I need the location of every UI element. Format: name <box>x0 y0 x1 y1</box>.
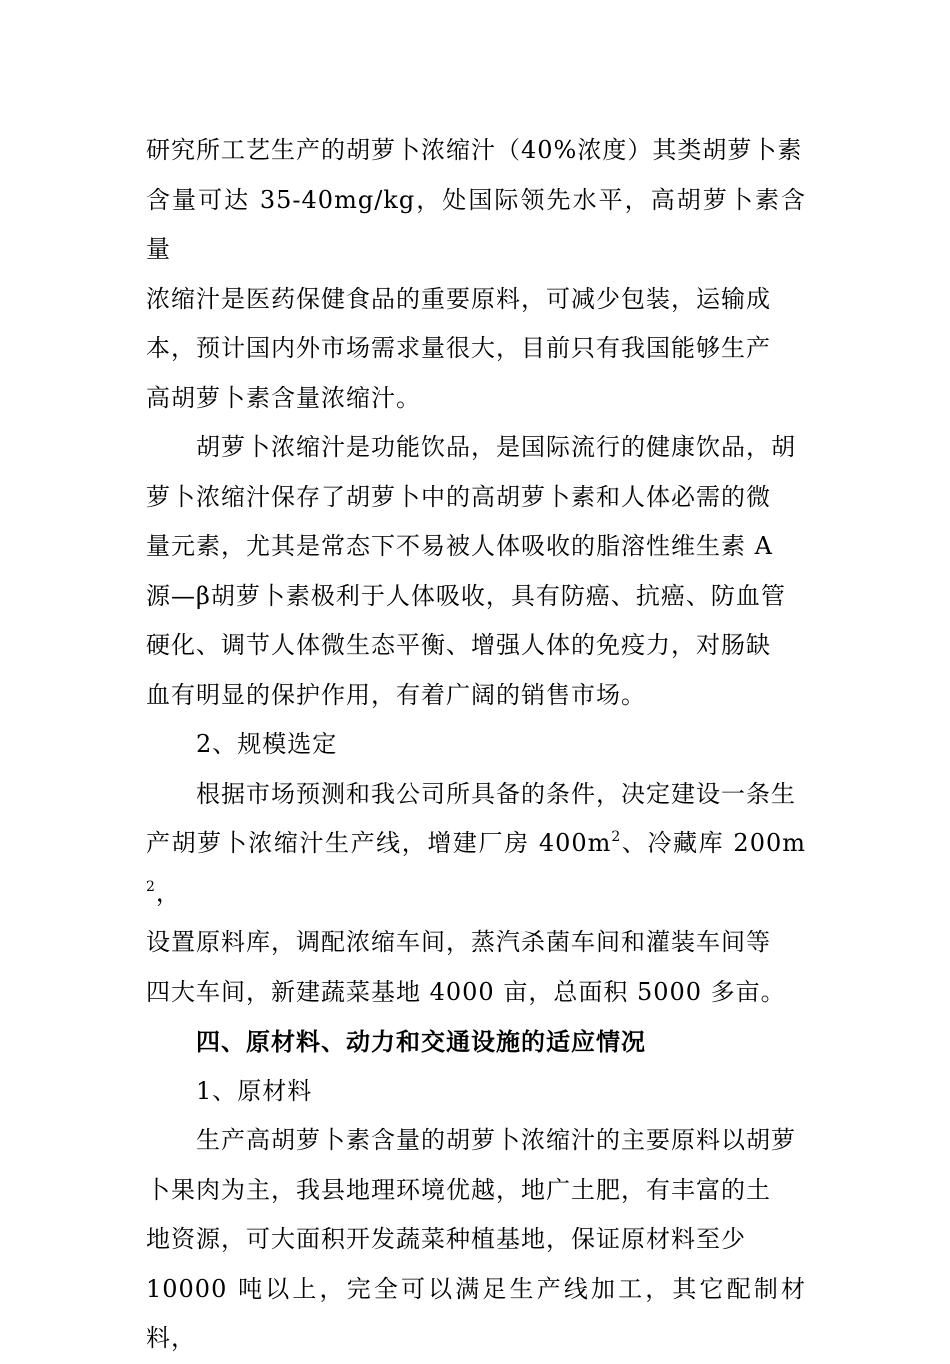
heading-raw-materials: 1、原材料 <box>196 1076 313 1105</box>
text-line: 根据市场预测和我公司所具备的条件，决定建设一条生 <box>196 779 796 808</box>
text-line: 胡萝卜浓缩汁是功能饮品，是国际流行的健康饮品，胡 <box>196 433 796 461</box>
text-line: 血有明显的保护作用，有着广阔的销售市场。 <box>146 680 646 709</box>
text-line: 萝卜浓缩汁保存了胡萝卜中的高胡萝卜素和人体必需的微 <box>146 482 771 511</box>
heading-scale-selection: 2、规模选定 <box>196 730 338 758</box>
text-line: 含量可达 35-40mg/kg，处国际领先水平，高胡萝卜素含量 <box>146 185 806 263</box>
text-line: 10000 吨以上，完全可以满足生产线加工，其它配制材料， <box>146 1274 806 1352</box>
paragraph-health-benefits <box>146 423 806 720</box>
paragraph-product-intro <box>146 126 806 423</box>
text-line: 生产高胡萝卜素含量的胡萝卜浓缩汁的主要原料以胡萝 <box>196 1126 796 1154</box>
paragraph-scale-details <box>146 770 806 1018</box>
text-span: 、冷藏库 200m <box>621 829 806 857</box>
text-line: 设置原料库，调配浓缩车间，蒸汽杀菌车间和灌装车间等 <box>146 928 771 956</box>
document-body <box>146 126 806 1364</box>
text-line: 硬化、调节人体微生态平衡、增强人体的免疫力，对肠缺 <box>146 631 771 659</box>
text-line: 高胡萝卜素含量浓缩汁。 <box>146 383 421 412</box>
heading-section-four: 四、原材料、动力和交通设施的适应情况 <box>196 1027 646 1056</box>
superscript: 2 <box>146 878 156 895</box>
text-line: 浓缩汁是医药保健食品的重要原料，可减少包装，运输成 <box>146 284 771 313</box>
superscript: 2 <box>611 829 622 845</box>
text-line <box>146 819 806 918</box>
text-span: 产胡萝卜浓缩汁生产线，增建厂房 400m <box>146 829 612 857</box>
paragraph-raw-materials <box>146 1116 806 1364</box>
text-line: 研究所工艺生产的胡萝卜浓缩汁（40%浓度）其类胡萝卜素 <box>146 136 803 164</box>
text-line: 地资源，可大面积开发蔬菜种植基地，保证原材料至少 <box>146 1225 746 1253</box>
text-line: 四大车间，新建蔬菜基地 4000 亩，总面积 5000 多亩。 <box>146 977 786 1006</box>
text-line: 量元素，尤其是常态下不易被人体吸收的脂溶性维生素 A <box>146 532 773 560</box>
text-line: 卜果肉为主，我县地理环境优越，地广土肥，有丰富的土 <box>146 1175 771 1204</box>
text-span: ， <box>155 878 181 907</box>
text-line: 本，预计国内外市场需求量很大，目前只有我国能够生产 <box>146 334 771 362</box>
text-line: 源—β胡萝卜素极利于人体吸收，具有防癌、抗癌、防血管 <box>146 581 786 610</box>
